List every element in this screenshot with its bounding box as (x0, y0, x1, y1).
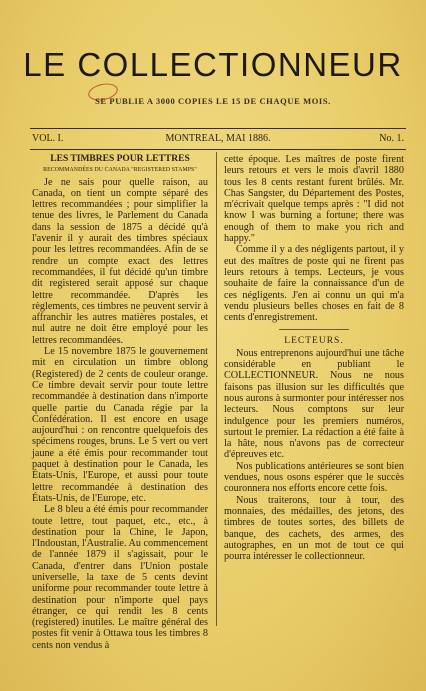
issue-number: No. 1. (379, 133, 404, 144)
issue-info-bar (32, 133, 404, 147)
masthead-title: LE COLLECTIONNEUR (23, 46, 403, 83)
article-paragraph: Nos publications antérieures se sont bien vendues, nous osons espérer que le succès couronnera nos efforts encore cette fois. (224, 460, 404, 495)
article-paragraph: Nous entreprenons aujourd'hui une tâche considérable en publiant le COLLECTIONNEUR. Nous ne nous faisons pas illusion sur les difficultés que nous aurons à surmonter pour intéresser nos lecteurs. Nous comptons sur leur indulgence pour les premiers numéros, surtout le premier. La rédaction a été faite à la hâte, nous n'avons pas de correcteur d'épreuves etc. (224, 347, 404, 461)
bottom-rule (30, 149, 406, 150)
article-heading: LES TIMBRES POUR LETTRES (50, 154, 190, 164)
article-paragraph: Nous traiterons, tour à tour, des monnaies, des médailles, des jetons, des timbres de toutes sortes, des billets de banque, des cachets, des armes, des autographes, en un mot de tout ce qui pourra intéresser le collectionneur. (224, 494, 404, 563)
section-heading: LECTEURS. (284, 336, 344, 347)
article-subheading: RECOMMANDÉES DU CANADA "REGISTERED STAMPS" (43, 167, 197, 174)
article-paragraph: Le 15 novembre 1875 le gouvernement mit en circulation un timbre oblong (Registered) de 2 cents de couleur orange. Ce timbre devait servir pour toute lettre recommandée à destination dans n'importe quelle partie du Canada régie par la Confédération. Il est encore en usage aujourd'hui : on rencontre quelquefois des spécimens rouges, bruns. Le 5 vert ou vert jaune a été émis pour recommander tout paquet à destination pour le Canada, les États-Unis, l'Europe, et aussi pour toute lettre recommandée à destination des États-Unis, de l'Europe, etc. (32, 346, 208, 504)
left-column (32, 154, 208, 651)
article-paragraph: cette époque. Les maîtres de poste firent leurs retours et vers le mois d'avril 1880 tous les 8 cents restant furent brûlés. Mr. Chas Sangster, du Département des Postes, m'écrivait quelque temps après : "I did not know I was burning a fortune; there was enough of them to make you rich and happy." (224, 154, 404, 245)
right-column (224, 154, 404, 562)
article-paragraph: Comme il y a des négligents partout, il y eut des maîtres de poste qui ne firent pas leurs retours à temps. Lecteurs, je vous souhaite de faire la connaissance d'un de ces négligents. J'en ai connu un qui m'a vendu plusieurs belles choses en fait de 8 cents d'enregistrement. (224, 244, 404, 324)
issue-date: MONTREAL, MAI 1886. (165, 133, 271, 144)
volume-label: VOL. I. (32, 133, 64, 144)
top-rule (30, 128, 406, 129)
article-paragraph: Le 8 bleu a été émis pour recommander toute lettre, tout paquet, etc., etc., à destination pour la Chine, le Japon, l'Indoustan, l'Australie. Au commencement de l'année 1879 il s'agissait, pour le Canada, d'entrer dans l'Union postale universelle, la taxe de 5 cents devint uniforme pour recommander toute lettre à destination pour n'importe quel pays étranger, ce qui rendit les 8 cents (registered) inutiles. Le maître général des postes fit venir à Ottawa tous les timbres 8 cents non vendus à (32, 504, 208, 651)
article-paragraph: Je ne sais pour quelle raison, au Canada, on tient un compte séparé des lettres recommandées ; pour simplifier la tenue des livres, le Parlement du Canada dans la session de 1875 a décidé qu'à l'avenir il y aurait des timbres spéciaux pour les lettres recommandées. Afin de se rendre un compte exact des lettres recommandées, il fut décidé qu'un timbre dit registered serait apposé sur chaque lettre recommandée. D'après les règlements, ces timbres ne peuvent servir à affranchir les autres matières postales, et nul autre ne doit être employé pour les lettres recommandées. (32, 176, 208, 346)
masthead-subtitle: SE PUBLIE A 3000 COPIES LE 15 DE CHAQUE MOIS. (95, 96, 331, 106)
column-separator (216, 152, 217, 626)
section-divider (279, 329, 349, 330)
